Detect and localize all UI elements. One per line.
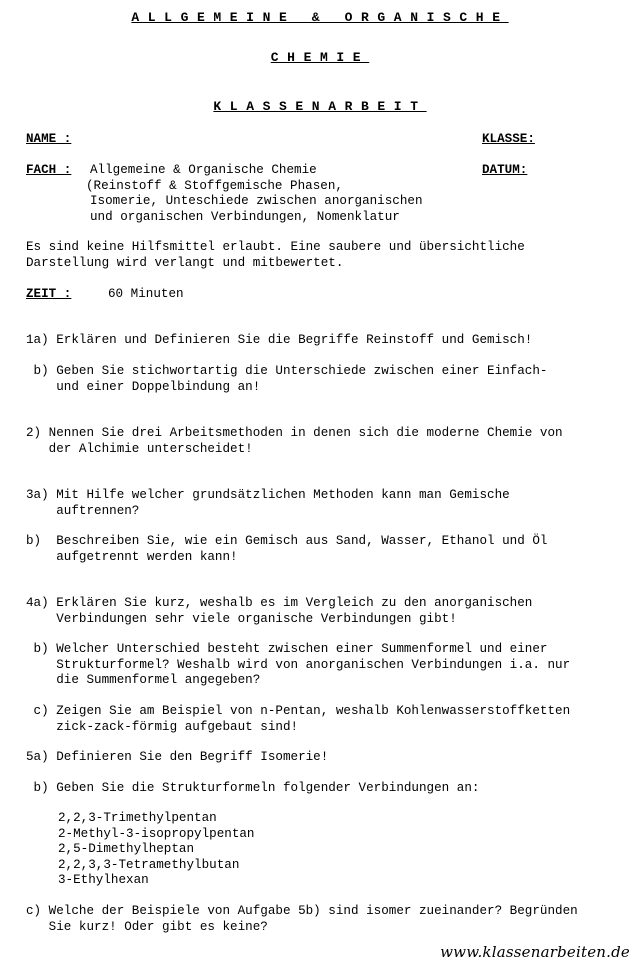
fach-label: FACH : <box>26 163 72 177</box>
document-title-line1: ALLGEMEINE & ORGANISCHE <box>131 10 509 25</box>
fach-value-line2: (Reinstoff & Stoffgemische Phasen, <box>86 178 343 193</box>
instructions-line1: Es sind keine Hilfsmittel erlaubt. Eine saubere und übersichtliche <box>26 240 525 254</box>
document-title-line2: CHEMIE <box>270 50 370 65</box>
compound-item: 2,5-Dimethylheptan <box>58 842 195 856</box>
question-4c-line1: c) Zeigen Sie am Beispiel von n-Pentan, weshalb Kohlenwasserstoffketten <box>26 704 571 718</box>
question-4b-line3: die Summenformel angegeben? <box>26 673 261 687</box>
question-2-line2: der Alchimie unterscheidet! <box>26 441 253 456</box>
name-label: NAME : <box>26 132 72 146</box>
fach-value-line3: Isomerie, Unteschiede zwischen anorganischen <box>90 194 423 208</box>
instructions-line2: Darstellung wird verlangt und mitbewertet. <box>26 255 344 270</box>
question-4c-line2: zick-zack-förmig aufgebaut sind! <box>26 719 299 734</box>
question-3b-line1: b) Beschreiben Sie, wie ein Gemisch aus Sand, Wasser, Ethanol und Öl <box>26 534 548 548</box>
compound-item: 2,2,3,3-Tetramethylbutan <box>58 857 240 872</box>
compound-item: 2,2,3-Trimethylpentan <box>58 811 217 825</box>
document-title-line3: KLASSENARBEIT <box>213 99 427 114</box>
klasse-label: KLASSE: <box>482 132 535 146</box>
question-4b-line1: b) Welcher Unterschied besteht zwischen einer Summenformel und einer <box>26 642 548 656</box>
question-1b-line1: b) Geben Sie stichwortartig die Unterschiede zwischen einer Einfach- <box>26 364 548 378</box>
question-3a-line1: 3a) Mit Hilfe welcher grundsätzlichen Methoden kann man Gemische <box>26 488 510 502</box>
compound-item: 3-Ethylhexan <box>58 873 149 887</box>
question-4a-line1: 4a) Erklären Sie kurz, weshalb es im Vergleich zu den anorganischen <box>26 596 533 610</box>
question-5b: b) Geben Sie die Strukturformeln folgender Verbindungen an: <box>26 781 480 795</box>
question-5a: 5a) Definieren Sie den Begriff Isomerie! <box>26 750 329 764</box>
question-2-line1: 2) Nennen Sie drei Arbeitsmethoden in denen sich die moderne Chemie von <box>26 426 563 440</box>
question-5c-line2: Sie kurz! Oder gibt es keine? <box>26 919 268 934</box>
question-4a-line2: Verbindungen sehr viele organische Verbindungen gibt! <box>26 611 457 626</box>
site-watermark: www.klassenarbeiten.de <box>440 943 630 961</box>
question-1b-line2: und einer Doppelbindung an! <box>26 379 261 394</box>
question-1a: 1a) Erklären und Definieren Sie die Begriffe Reinstoff und Gemisch! <box>26 333 533 347</box>
question-5c-line1: c) Welche der Beispiele von Aufgabe 5b) sind isomer zueinander? Begründen <box>26 904 578 918</box>
zeit-value: 60 Minuten <box>108 287 184 301</box>
fach-value-line1: Allgemeine & Organische Chemie <box>90 163 317 177</box>
compound-item: 2-Methyl-3-isopropylpentan <box>58 826 255 841</box>
question-3b-line2: aufgetrennt werden kann! <box>26 549 238 564</box>
question-4b-line2: Strukturformel? Weshalb wird von anorganischen Verbindungen i.a. nur <box>26 657 571 672</box>
zeit-label: ZEIT : <box>26 287 72 301</box>
fach-value-line4: und organischen Verbindungen, Nomenklatur <box>90 209 400 224</box>
question-3a-line2: auftrennen? <box>26 503 140 518</box>
datum-label: DATUM: <box>482 163 528 177</box>
